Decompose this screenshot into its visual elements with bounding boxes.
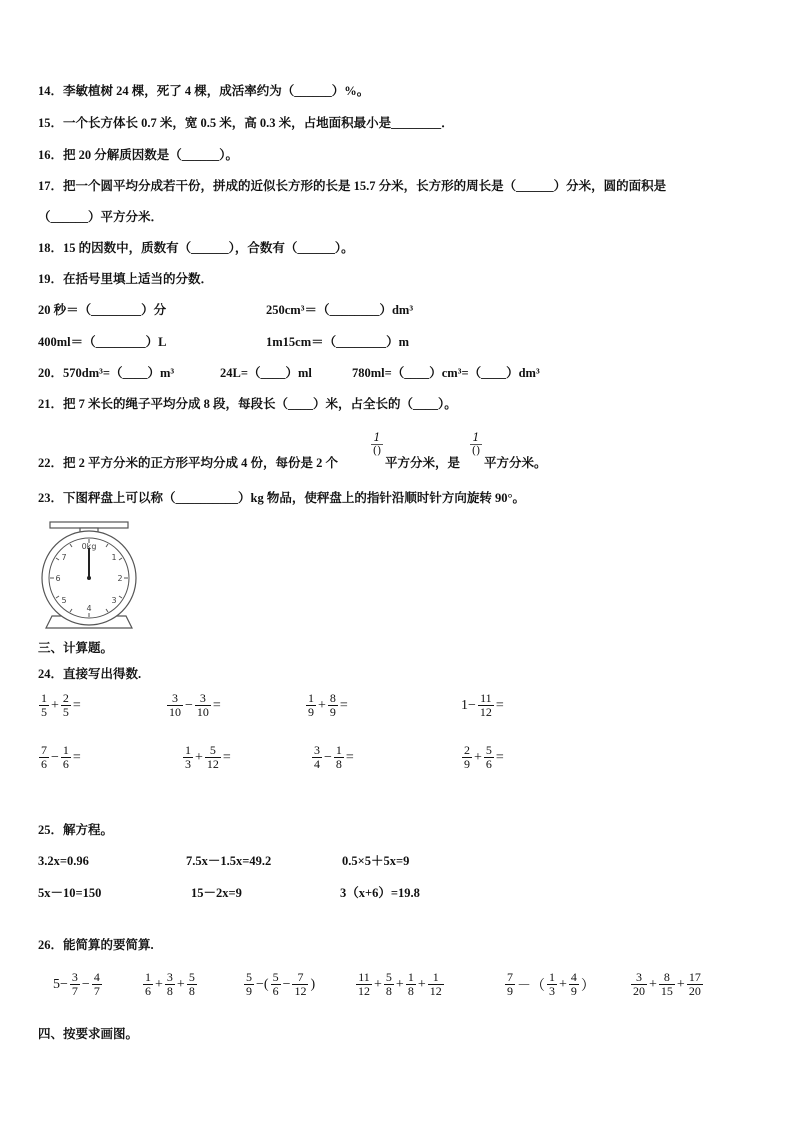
q22-fraction-2: 1 () — [471, 431, 481, 457]
q24-expression — [38, 692, 82, 719]
close-paren: ） — [580, 978, 595, 994]
equals-sign: = — [222, 749, 231, 765]
fraction: $\frac{17}{20}$ — [688, 970, 701, 998]
operator: − — [324, 749, 332, 765]
question-14: 14．李敏植树 24 棵，死了 4 棵，成活率约为（______）%。 — [38, 84, 370, 98]
operator: + — [51, 697, 59, 713]
fraction-b: $\frac{2}{5}$ — [62, 691, 69, 719]
scale-num-2: 2 — [117, 574, 123, 583]
equals-sign: = — [339, 697, 348, 713]
operator: + — [374, 976, 382, 992]
scale-num-1: 1 — [111, 553, 117, 562]
operator: + — [395, 976, 404, 992]
question-17-line1: 17．把一个圆平均分成若干份，拼成的近似长方形的长是 15.7 分米，长方形的周长是（______）分米，圆的面积是 — [38, 179, 667, 193]
scale-label-0kg: 0kg — [81, 542, 97, 551]
close-paren: ) — [310, 976, 316, 992]
question-24: 24．直接写出得数. — [38, 667, 142, 681]
operator: − — [51, 749, 59, 765]
operator: − — [282, 976, 291, 992]
fraction: $\frac{1}{6}$ — [145, 970, 151, 998]
q26-expression — [243, 971, 316, 998]
q24-expression — [38, 744, 82, 771]
fraction: $\frac{5}{8}$ — [188, 970, 195, 998]
fraction: $\frac{4}{7}$ — [93, 970, 100, 998]
fraction: $\frac{1}{8}$ — [407, 970, 414, 998]
operator: + — [155, 976, 163, 992]
operator: − — [185, 697, 193, 713]
fraction-b: $\frac{3}{10}$ — [196, 691, 209, 719]
operator: + — [176, 976, 185, 992]
fraction: $\frac{3}{20}$ — [633, 970, 645, 998]
fraction: $\frac{8}{15}$ — [660, 970, 673, 998]
scale-num-3: 3 — [111, 596, 117, 605]
fraction-a: $\frac{1}{5}$ — [41, 691, 47, 719]
scale-illustration — [38, 518, 140, 630]
question-18: 18．15 的因数中，质数有（______），合数有（______）。 — [38, 241, 354, 255]
q25-eq-2: 7.5x－1.5x=49.2 — [186, 854, 272, 868]
question-16: 16．把 20 分解质因数是（______）。 — [38, 148, 239, 162]
section-3-heading: 三、计算题。 — [38, 641, 114, 655]
fraction: $\frac{3}{7}$ — [71, 970, 78, 998]
q20-item-2: 24L=（____）ml — [220, 366, 312, 380]
question-17-line2: （______）平方分米． — [38, 210, 164, 224]
fraction-a: $\frac{1}{3}$ — [185, 743, 191, 771]
operator: + — [559, 976, 567, 992]
section-4-heading: 四、按要求画图。 — [38, 1027, 139, 1041]
q26-expression — [504, 971, 596, 998]
question-23: 23．下图秤盘上可以称（__________）kg 物品，使秤盘上的指针沿顺时针方向旋转 90°。 — [38, 491, 525, 505]
fraction: $\frac{3}{8}$ — [166, 970, 173, 998]
operator: + — [195, 749, 203, 765]
q24-expression — [166, 692, 222, 719]
fraction-a: $\frac{7}{6}$ — [41, 743, 47, 771]
q24-expression — [305, 692, 349, 719]
scale-num-5: 5 — [61, 596, 67, 605]
fraction: $\frac{4}{9}$ — [570, 970, 577, 998]
q26-expression — [52, 971, 103, 998]
operator: + — [318, 697, 326, 713]
fraction-b: $\frac{11}{12}$ — [479, 691, 492, 719]
prefix: 1− — [461, 697, 476, 713]
q19-item-4: 1m15cm＝（________）m — [266, 335, 410, 349]
q22-fraction-1: 1 () — [372, 431, 382, 457]
operator: + — [417, 976, 426, 992]
prefix: 5− — [53, 976, 68, 992]
fraction: $\frac{5}{8}$ — [385, 970, 392, 998]
fraction-b: $\frac{8}{9}$ — [329, 691, 336, 719]
q26-expression — [142, 971, 198, 998]
fraction-a: $\frac{3}{4}$ — [314, 743, 320, 771]
q26-expression — [355, 971, 445, 998]
fraction-a: $\frac{3}{10}$ — [169, 691, 181, 719]
fraction-b: $\frac{1}{6}$ — [62, 743, 69, 771]
operator: + — [649, 976, 657, 992]
fraction-b: $\frac{5}{6}$ — [485, 743, 492, 771]
operator: + — [676, 976, 685, 992]
q20-item-1: 20．570dm³=（____）m³ — [38, 366, 175, 380]
fraction: $\frac{5}{9}$ — [246, 970, 252, 998]
q25-eq-1: 3.2x=0.96 — [38, 854, 89, 868]
equals-sign: = — [495, 697, 504, 713]
question-22-part3: 平方分米。 — [484, 456, 547, 470]
fraction: $\frac{5}{6}$ — [272, 970, 279, 998]
q24-expression — [182, 744, 232, 771]
equals-sign: = — [495, 749, 504, 765]
question-26: 26．能简算的要简算. — [38, 938, 154, 952]
question-25: 25．解方程。 — [38, 823, 114, 837]
q24-expression — [311, 744, 355, 771]
q25-eq-4: 5x－10=150 — [38, 886, 102, 900]
question-21: 21．把 7 米长的绳子平均分成 8 段，每段长（____）米，占全长的（____）。 — [38, 397, 457, 411]
operator: + — [474, 749, 482, 765]
question-19: 19．在括号里填上适当的分数． — [38, 272, 214, 286]
question-22-part2: 平方分米，是 — [385, 456, 461, 470]
question-22-part1: 22．把 2 平方分米的正方形平均分成 4 份，每份是 2 个 — [38, 456, 339, 470]
equals-sign: = — [72, 749, 81, 765]
equals-sign: = — [212, 697, 221, 713]
fraction: $\frac{11}{12}$ — [358, 970, 370, 998]
q19-item-3: 400ml＝（________）L — [38, 335, 167, 349]
fraction: $\frac{7}{12}$ — [294, 970, 307, 998]
equals-sign: = — [345, 749, 354, 765]
fraction: $\frac{7}{9}$ — [507, 970, 513, 998]
question-15: 15．一个长方体长 0.7 米，宽 0.5 米，高 0.3 米，占地面积最小是________． — [38, 116, 454, 130]
fraction-b: $\frac{5}{12}$ — [206, 743, 219, 771]
fraction-b: $\frac{1}{8}$ — [335, 743, 342, 771]
fraction-a: $\frac{1}{9}$ — [308, 691, 314, 719]
scale-num-6: 6 — [55, 574, 61, 583]
operator: − — [81, 976, 90, 992]
q25-eq-3: 0.5×5＋5x=9 — [342, 854, 410, 868]
open-paren: −( — [256, 976, 269, 992]
scale-num-7: 7 — [61, 553, 67, 562]
q19-item-1: 20 秒＝（________）分 — [38, 303, 167, 317]
q25-eq-6: 3（x+6）=19.8 — [340, 886, 420, 900]
equals-sign: = — [72, 697, 81, 713]
q19-item-2: 250cm³＝（________）dm³ — [266, 303, 414, 317]
q25-eq-5: 15－2x=9 — [191, 886, 242, 900]
q20-item-3: 780ml=（____）cm³=（____）dm³ — [352, 366, 540, 380]
fraction: $\frac{1}{3}$ — [549, 970, 555, 998]
fraction-a: $\frac{2}{9}$ — [464, 743, 470, 771]
q26-expression — [630, 971, 704, 998]
q24-expression — [460, 692, 505, 719]
q24-expression — [461, 744, 505, 771]
open-paren: －（ — [517, 978, 545, 994]
fraction: $\frac{1}{12}$ — [429, 970, 442, 998]
scale-num-4: 4 — [86, 604, 92, 613]
